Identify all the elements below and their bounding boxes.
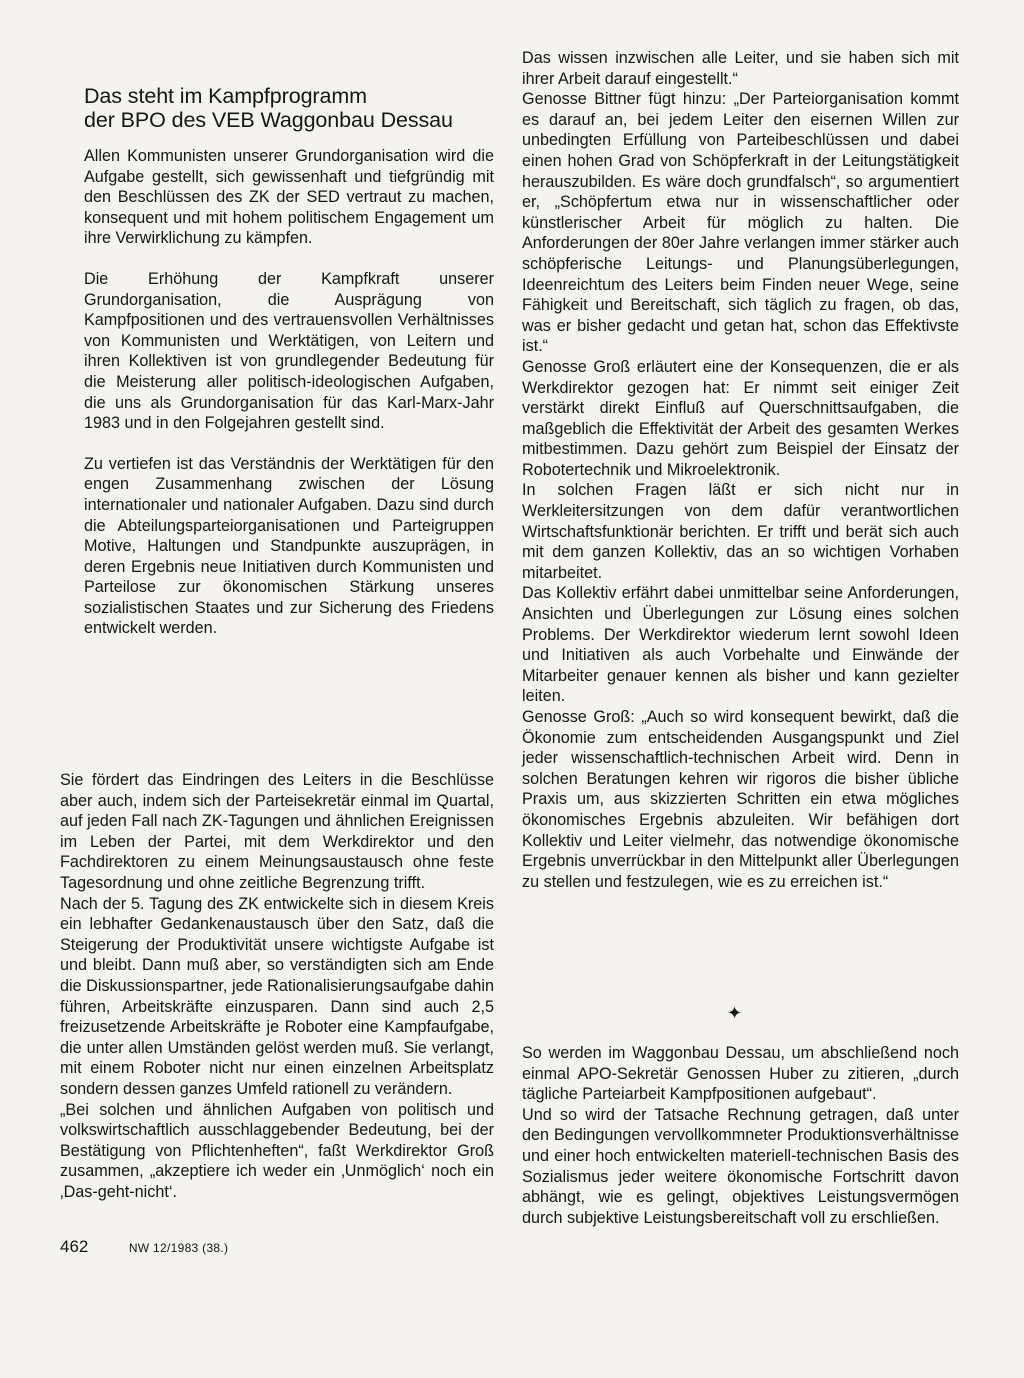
paragraph: Die Erhöhung der Kampfkraft unserer Grundorganisation, die Ausprägung von Kampfpositionen und des vertrauensvollen Verhältnisses von Kommunisten und Werktätigen, von Leitern und ihren Kollektiven ist von grundlegender Bedeutung für die Meisterung aller politisch-ideologischen Aufgaben, die uns als Grundorganisation für das Karl-Marx-Jahr 1983 und in den Folgejahren gestellt sind. <box>84 269 494 433</box>
paragraph: „Bei solchen und ähnlichen Aufgaben von politisch und volkswirtschaftlich ausschlaggebender Bedeutung, bei der Bestätigung von Pflichtenheften“, faßt Werkdirektor Groß zusammen, „akzeptiere ich weder ein ‚Unmöglich‘ noch ein ‚Das-geht-nicht‘. <box>60 1100 494 1201</box>
right-column <box>522 48 959 892</box>
paragraph: Nach der 5. Tagung des ZK entwickelte sich in diesem Kreis ein lebhafter Gedankenaustausch über den Satz, daß die Steigerung der Produktivität unsere wichtigste Aufgabe ist und bleibt. Dann muß aber, so verständigten sich am Ende die Diskussionspartner, jede Rationalisierungsaufgabe dahin führen, Arbeitskräfte einzusparen. Dann sind auch 2,5 freizusetzende Arbeitskräfte je Roboter eine Kampfaufgabe, die unter allen Umständen gelöst werden muß. Sie verlangt, mit einem Roboter nicht nur einen einzelnen Arbeitsplatz sondern dessen ganzes Umfeld rationell zu verändern. <box>60 894 494 1098</box>
paragraph: Genosse Bittner fügt hinzu: „Der Parteiorganisation kommt es darauf an, bei jedem Leiter den eisernen Willen zur unbedingten Erfüllung von Parteibeschlüssen und dabei einen hohen Grad von Schöpferkraft in der Leitungstätigkeit herauszubilden. Es wäre doch grundfalsch“, so argumentiert er, „Schöpfertum etwa nur in wissenschaftlicher oder künstlerischer Arbeit für möglich zu halten. Die Anforderungen der 80er Jahre verlangen immer stärker auch schöpferische Leitungs- und Planungsüberlegungen, Ideenreichtum des Leiters beim Finden neuer Wege, seine Fähigkeit und Bereitschaft, sich täglich zu fragen, ob das, was er bisher gedacht und getan hat, schon das Effektivste ist.“ <box>522 90 959 356</box>
headline <box>84 84 494 132</box>
paragraph: Genosse Groß: „Auch so wird konsequent bewirkt, daß die Ökonomie zum entscheidenden Ausgangspunkt und Ziel jeder wissenschaftlich-technischen Arbeit wird. Denn in solchen Beratungen kehren wir rigoros die bisher übliche Praxis um, aus skizzierten Schritten ein etwa mögliches ökonomisches Ergebnis abzuleiten. Wir befähigen dort Kollektiv und Leiter vielmehr, das notwendige ökonomische Ergebnis unverrückbar in den Mittelpunkt aller Überlegungen zu stellen und festzulegen, wie es zu erreichen ist.“ <box>522 708 959 891</box>
headline-line-1: Das steht im Kampfprogramm <box>84 84 367 108</box>
section-divider-ornament: ✦ <box>727 1003 743 1023</box>
paragraph: Allen Kommunisten unserer Grundorganisation wird die Aufgabe gestellt, sich gewissenhaft und tiefgründig mit den Beschlüssen des ZK der SED vertraut zu machen, konsequent und mit hohem politischem Engagement um ihre Verwirklichung zu kämpfen. <box>84 147 494 248</box>
left-column <box>84 84 494 639</box>
paragraph: Das Kollektiv erfährt dabei unmittelbar seine Anforderungen, Ansichten und Überlegungen zur Lösung eines solchen Problems. Der Werkdirektor wiederum lernt sowohl Ideen und Initiativen als auch Vorbehalte und Einwände der Mitarbeiter genauer kennen als bisher und kann gezielter leiten. <box>522 584 959 706</box>
paragraph: Zu vertiefen ist das Verständnis der Werktätigen für den engen Zusammenhang zwischen der Lösung internationaler und nationaler Aufgaben. Dazu sind durch die Abteilungsparteiorganisationen und Parteigruppen Motive, Haltungen und Standpunkte auszuprägen, in deren Ergebnis neue Initiativen durch Kommunisten und Parteilose zur ökonomischen Stärkung unseres sozialistischen Staates und zur Sicherung des Friedens entwickelt werden. <box>84 454 494 638</box>
page-footer <box>60 1237 228 1257</box>
paragraph: Genosse Groß erläutert eine der Konsequenzen, die er als Werkdirektor gezogen hat: Er nimmt seit einiger Zeit verstärkt direkt Einfluß auf Querschnittsaufgaben, die maßgeblich die Effektivität der Arbeit des gesamten Werkes mitbestimmen. Dazu gehört zum Beispiel der Einsatz der Robotertechnik und Mikroelektronik. <box>522 357 959 479</box>
paragraph: So werden im Waggonbau Dessau, um abschließend noch einmal APO-Sekretär Genossen Huber zu zitieren, „durch tägliche Parteiarbeit Kampfpositionen aufgebaut“. <box>522 1044 959 1104</box>
paragraph: Und so wird der Tatsache Rechnung getragen, daß unter den Bedingungen vervollkommneter Produktionsverhältnisse und einer hoch entwickelten materiell-technischen Basis des Sozialismus jeder weitere ökonomische Fortschritt davon abhängt, wie es gelingt, objektives Leistungsvermögen durch subjektive Leistungsbereitschaft voll zu erschließen. <box>522 1105 959 1227</box>
right-lower-column <box>522 1043 959 1228</box>
paragraph: Das wissen inzwischen alle Leiter, und sie haben sich mit ihrer Arbeit darauf eingestellt.“ <box>522 49 959 88</box>
page-number: 462 <box>60 1237 89 1256</box>
left-lower-column <box>60 770 494 1202</box>
paragraph: Sie fördert das Eindringen des Leiters in die Beschlüsse aber auch, indem sich der Parteisekretär einmal im Quartal, auf jeden Fall nach ZK-Tagungen und ähnlichen Ereignissen im Leben der Partei, mit dem Werkdirektor und den Fachdirektoren zu einem Meinungsaustausch ohne feste Tagesordnung und ohne zeitliche Begrenzung trifft. <box>60 771 494 892</box>
paragraph: In solchen Fragen läßt er sich nicht nur in Werkleitersitzungen von dem dafür verantwortlichen Wirtschaftsfunktionär berichten. Er trifft und berät sich auch mit dem ganzen Kollektiv, das an so wichtigen Vorhaben mitarbeitet. <box>522 481 959 582</box>
source-reference: NW 12/1983 (38.) <box>128 1241 229 1255</box>
headline-line-2: der BPO des VEB Waggonbau Dessau <box>84 108 453 132</box>
